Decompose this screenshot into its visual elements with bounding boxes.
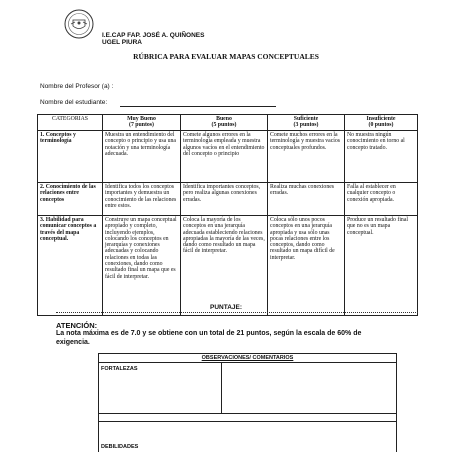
rubric-cell: Construye un mapa conceptual apropiado y completo, incluyendo ejemplos, colocando los conceptos en jerarquías y conexiones adecuadas y colocando relaciones en todas las conexiones, dando como resultado final un mapa que es fácil de interpretar. [103,216,181,316]
page-title: RÚBRICA PARA EVALUAR MAPAS CONCEPTUALES [133,52,319,61]
rubric-column-header: Suficiente (3 puntos) [268,115,345,131]
observations-divider [99,413,396,414]
observations-heading: OBSERVACIONES/ COMENTARIOS [99,354,396,363]
rubric-header-row [38,115,418,131]
table-row [38,183,418,216]
rubric-column-header: Insuficiente (0 puntos) [345,115,418,131]
rubric-category: 2. Conocimiento de las relaciones entre conceptos [38,183,103,216]
rubric-cell: No muestra ningún conocimiento en torno al concepto tratado. [345,131,418,183]
institution-name: I.E.CAP FAP. JOSÉ A. QUIÑONES [102,32,205,39]
rubric-cell: Coloca sólo unos pocos conceptos en una jerarquía apropiada y usa sólo unas pocas relaciones entre los conceptos, dando como resultado un mapa difícil de interpretar. [268,216,345,316]
table-row [38,216,418,316]
rubric-cell: Coloca la mayoría de los conceptos en una jerarquía adecuada estableciendo relaciones apropiadas la mayoría de las veces, dando como resultado un mapa fácil de interpretar. [181,216,268,316]
score-label: PUNTAJE: [209,304,243,311]
ugel-name: UGEL PIURA [102,39,142,46]
rubric-cell: Comete muchos errores en la terminología y muestra vacíos conceptuales profundos. [268,131,345,183]
student-name-line[interactable] [120,106,276,107]
rubric-table [37,114,418,316]
observations-divider [221,363,222,413]
rubric-cell: Falla al establecer en cualquier concepto o conexión apropiada. [345,183,418,216]
rubric-column-header: Muy Bueno (7 puntos) [103,115,181,131]
rubric-category: 3. Habilidad para comunicar conceptos a través del mapa conceptual. [38,216,103,316]
rubric-category: 1. Conceptos y terminología [38,131,103,183]
teacher-name-label: Nombre del Profesor (a) : [40,83,114,90]
strengths-label: FORTALEZAS [101,366,138,372]
rubric-cell: Realiza muchas conexiones erradas. [268,183,345,216]
observations-divider [99,421,396,422]
rubric-column-header: CATEGORIAS [38,115,103,131]
school-crest-icon [64,9,94,39]
rubric-cell: Produce un resultado final que no es un mapa conceptual. [345,216,418,316]
rubric-column-header: Bueno (5 puntos) [181,115,268,131]
rubric-cell: Identifica todos los conceptos importantes y demuestra un conocimiento de las relaciones entre estos. [103,183,181,216]
observations-table [98,353,397,452]
rubric-cell: Identifica importantes conceptos, pero realiza algunas conexiones erradas. [181,183,268,216]
student-name-label: Nombre del estudiante: [40,99,108,106]
rubric-cell: Comete algunos errores en la terminología empleada y muestra algunos vacíos en el entendimiento del concepto o principio [181,131,268,183]
weaknesses-label: DEBILIDADES [101,444,139,450]
attention-heading: ATENCIÓN: [56,321,98,330]
rubric-cell: Muestra un entendimiento del concepto o principio y usa una notación y una terminología adecuada. [103,131,181,183]
score-dotted-line [56,307,418,313]
attention-text: La nota máxima es de 7.0 y se obtiene con un total de 21 puntos, según la escala de 60% de exigencia. [56,330,362,346]
table-row [38,131,418,183]
